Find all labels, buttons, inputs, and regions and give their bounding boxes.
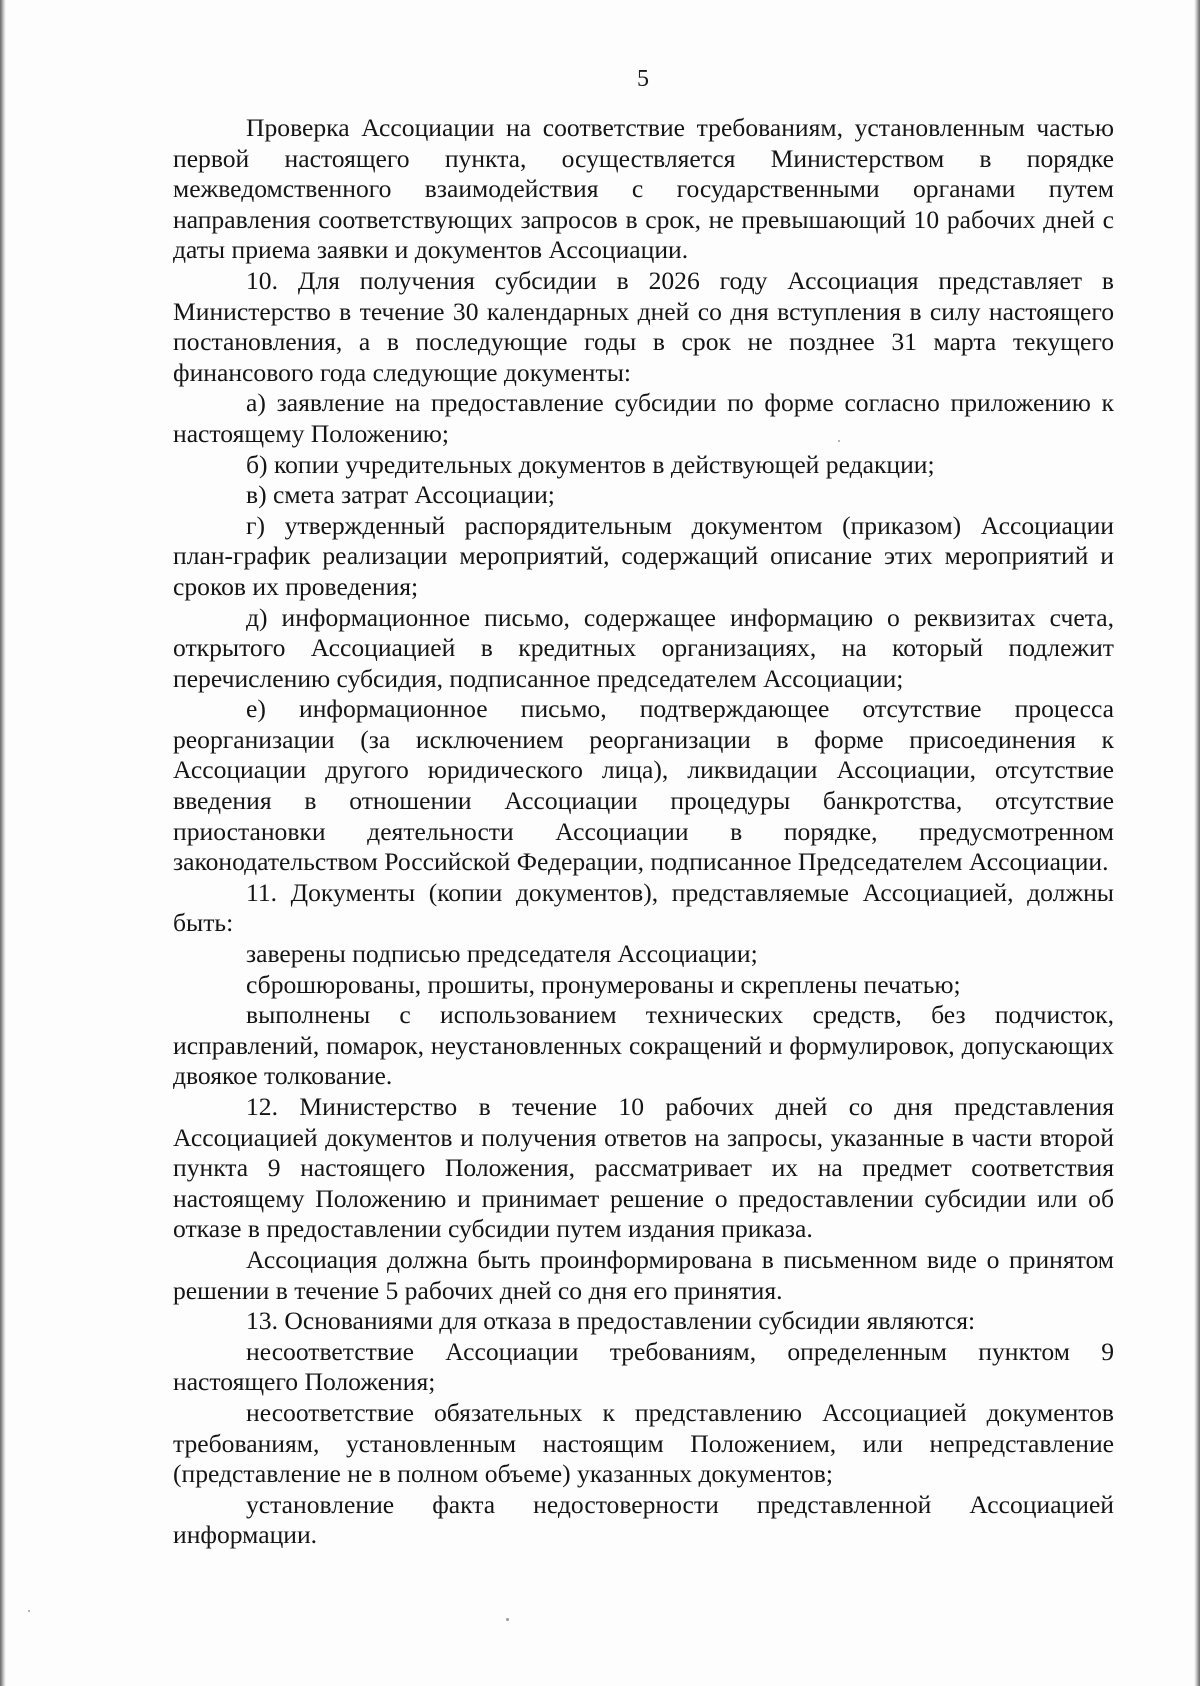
- page-number: 5: [637, 66, 649, 92]
- paragraph: заверены подписью председателя Ассоциации;: [246, 939, 758, 969]
- scan-edge-left: [0, 0, 6, 1686]
- paragraph: а) заявление на предоставление субсидии по форме согласно приложению к настоящему Положению;: [173, 388, 1114, 448]
- paragraph: Ассоциация должна быть проинформирована в письменном виде о принятом решении в течение 5 рабочих дней со дня его принятия.: [173, 1244, 1114, 1305]
- scan-edge-right: [1194, 0, 1200, 1686]
- paragraph: установление факта недостоверности представленной Ассоциацией информации.: [173, 1489, 1114, 1550]
- scan-speck: [506, 1618, 509, 1621]
- paragraph: д) информационное письмо, содержащее информацию о реквизитах счета, открытого Ассоциацией в кредитных организациях, на который подлежит перечислению субсидия, подписанное председателем Ассоциации;: [173, 602, 1114, 693]
- document-body: [173, 113, 1114, 1551]
- scan-speck: [838, 440, 840, 442]
- paragraph: несоответствие Ассоциации требованиям, определенным пунктом 9 настоящего Положения;: [173, 1336, 1114, 1397]
- paragraph: 10. Для получения субсидии в 2026 году Ассоциация представляет в Министерство в течение 30 календарных дней со дня вступления в силу настоящего постановления, а в последующие годы в срок не позднее 31 марта текущего финансового года следующие документы:: [173, 265, 1114, 387]
- paragraph: 12. Министерство в течение 10 рабочих дней со дня представления Ассоциацией документов и получения ответов на запросы, указанные в части второй пункта 9 настоящего Положения, рассматривает их на предмет соответствия настоящему Положению и принимает решение о предоставлении субсидии или об отказе в предоставлении субсидии путем издания приказа.: [173, 1092, 1114, 1244]
- paragraph: Проверка Ассоциации на соответствие требованиям, установленным частью первой настоящего пункта, осуществляется Министерством в порядке межведомственного взаимодействия с государственными органами путем направления соответствующих запросов в срок, не превышающий 10 рабочих дней с даты приема заявки и документов Ассоциации.: [173, 113, 1114, 265]
- paragraph: в) смета затрат Ассоциации;: [246, 480, 555, 510]
- scan-speck: [28, 1610, 30, 1612]
- paragraph: несоответствие обязательных к представлению Ассоциацией документов требованиям, установленным настоящим Положением, или непредставление (представление не в полном объеме) указанных документов;: [173, 1397, 1114, 1489]
- paragraph: 13. Основаниями для отказа в предоставлении субсидии являются:: [246, 1306, 976, 1336]
- paragraph: 11. Документы (копии документов), представляемые Ассоциацией, должны быть:: [173, 877, 1114, 938]
- paragraph: г) утвержденный распорядительным документом (приказом) Ассоциации план-график реализации мероприятий, содержащий описание этих мероприятий и сроков их проведения;: [173, 510, 1114, 601]
- paragraph: сброшюрованы, прошиты, пронумерованы и скреплены печатью;: [246, 969, 961, 999]
- paragraph: выполнены с использованием технических средств, без подчисток, исправлений, помарок, неустановленных сокращений и формулировок, допускающих двоякое толкование.: [173, 1000, 1114, 1091]
- paragraph: б) копии учредительных документов в действующей редакции;: [246, 449, 935, 479]
- paragraph: е) информационное письмо, подтверждающее отсутствие процесса реорганизации (за исключением реорганизации в форме присоединения к Ассоциации другого юридического лица), ликвидации Ассоциации, отсутствие введения в отношении Ассоциации процедуры банкротства, отсутствие приостановки деятельности Ассоциации в порядке, предусмотренном законодательством Российской Федерации, подписанное Председателем Ассоциации.: [173, 694, 1114, 877]
